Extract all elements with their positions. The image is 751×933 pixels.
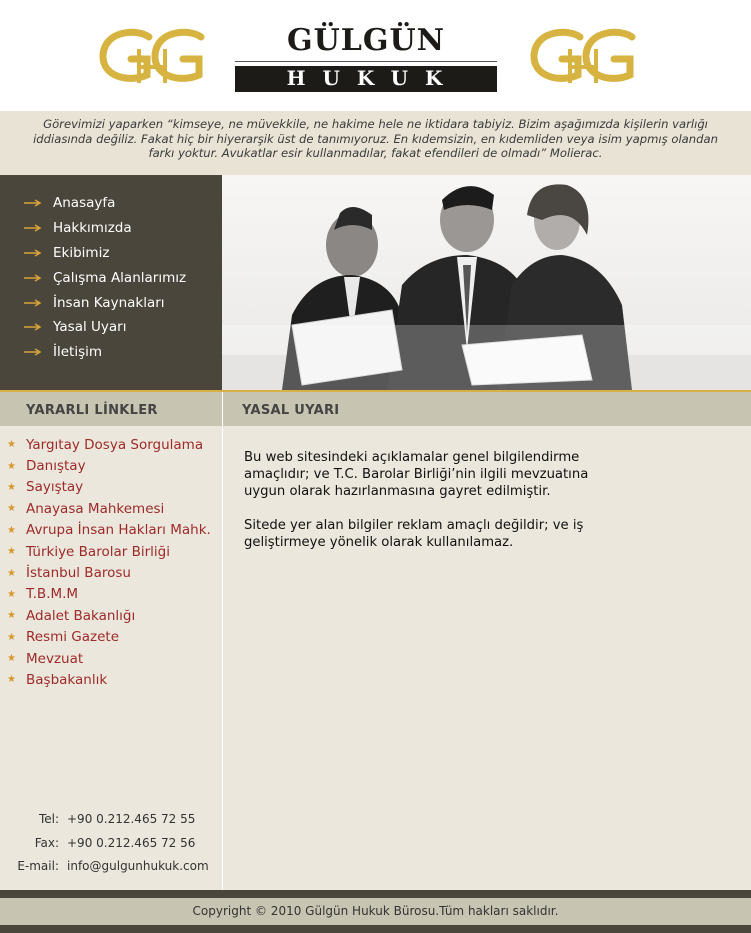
link-label: Adalet Bakanlığı xyxy=(26,607,136,624)
star-icon: ★ xyxy=(7,588,16,600)
link-anayasa-mahkemesi[interactable] xyxy=(0,498,222,519)
nav-item-hakkimizda[interactable] xyxy=(24,216,222,241)
link-label: Yargıtay Dosya Sorgulama xyxy=(26,436,204,453)
link-label: Sayıştay xyxy=(26,479,84,496)
page-title: YASAL UYARI xyxy=(223,392,751,426)
link-sayistay[interactable] xyxy=(0,477,222,498)
nav-item-label: İnsan Kaynakları xyxy=(53,294,165,311)
nav-item-yasal-uyari[interactable] xyxy=(24,315,222,340)
link-label: T.B.M.M xyxy=(26,586,79,603)
nav-item-label: Yasal Uyarı xyxy=(53,319,127,336)
star-icon: ★ xyxy=(7,546,16,558)
nav-item-label: Çalışma Alanlarımız xyxy=(53,269,187,286)
contact-info xyxy=(0,812,222,883)
nav-item-calisma-alanlarimiz[interactable] xyxy=(24,265,222,290)
star-icon: ★ xyxy=(7,503,16,515)
content-paragraph: Sitede yer alan bilgiler reklam amaçlı değildir; ve iş geliştirmeye yönelik olarak kullanılamaz. xyxy=(244,518,584,550)
link-adalet-bakanligi[interactable] xyxy=(0,605,222,626)
arrow-right-icon xyxy=(24,249,42,257)
star-icon: ★ xyxy=(7,524,16,536)
useful-links-title: YARARLI LİNKLER xyxy=(0,392,222,426)
footer-top-band xyxy=(0,890,751,898)
link-istanbul-barosu[interactable] xyxy=(0,562,222,583)
nav-item-insan-kaynaklari[interactable] xyxy=(24,290,222,315)
contact-fax-row xyxy=(0,836,222,860)
link-danistay[interactable] xyxy=(0,455,222,476)
useful-links-panel xyxy=(0,392,223,890)
link-resmi-gazete[interactable] xyxy=(0,627,222,648)
link-label: İstanbul Barosu xyxy=(26,565,131,582)
contact-tel-row xyxy=(0,812,222,836)
contact-fax-label: Fax: xyxy=(34,835,59,850)
link-label: Türkiye Barolar Birliği xyxy=(26,543,170,560)
link-mevzuat[interactable] xyxy=(0,648,222,669)
star-icon: ★ xyxy=(7,631,16,643)
star-icon: ★ xyxy=(7,460,16,472)
link-label: Mevzuat xyxy=(26,650,84,667)
star-icon: ★ xyxy=(7,567,16,579)
main-content xyxy=(223,392,751,890)
brand-logo[interactable] xyxy=(235,22,497,98)
link-label: Anayasa Mahkemesi xyxy=(26,500,165,517)
site-header xyxy=(0,0,751,111)
star-icon: ★ xyxy=(7,674,16,686)
brand-subtitle: HUKUK xyxy=(235,66,497,92)
arrow-right-icon xyxy=(24,323,42,331)
arrow-right-icon xyxy=(24,299,42,307)
star-icon: ★ xyxy=(7,653,16,665)
content-paragraph: Bu web sitesindeki açıklamalar genel bilgilendirme amaçlıdır; ve T.C. Barolar Birliği’nin ilgili mevzuatına uygun olarak hazırlanmasına gayret edilmiştir. xyxy=(244,450,589,499)
arrow-right-icon xyxy=(24,274,42,282)
arrow-right-icon xyxy=(24,199,42,207)
nav-item-anasayfa[interactable] xyxy=(24,191,222,216)
contact-tel-value: +90 0.212.465 72 55 xyxy=(67,812,196,826)
copyright-text: Copyright © 2010 Gülgün Hukuk Bürosu.Tüm hakları saklıdır. xyxy=(192,904,559,918)
contact-email-link[interactable]: info@gulgunhukuk.com xyxy=(67,859,209,873)
hero-image xyxy=(222,175,751,390)
link-label: Başbakanlık xyxy=(26,671,108,688)
star-icon: ★ xyxy=(7,481,16,493)
main-nav xyxy=(0,175,222,390)
link-aihm[interactable] xyxy=(0,520,222,541)
link-label: Danıştay xyxy=(26,458,86,475)
footer xyxy=(0,898,751,925)
link-label: Avrupa İnsan Hakları Mahk. xyxy=(26,522,211,539)
nav-item-label: Hakkımızda xyxy=(53,220,132,237)
nav-item-iletisim[interactable] xyxy=(24,340,222,365)
contact-tel-label: Tel: xyxy=(38,812,59,826)
nav-item-label: İletişim xyxy=(53,344,103,361)
brand-divider xyxy=(235,61,497,62)
link-yargitay[interactable] xyxy=(0,434,222,455)
star-icon: ★ xyxy=(7,439,16,451)
link-basbakanlik[interactable] xyxy=(0,669,222,690)
gg-logo-icon xyxy=(99,27,205,85)
quote-text: Görevimizi yaparken “kimseye, ne müvekkile, ne hakime hele ne iktidara tabiyiz. Bizim aşağımızda kişilerin varlığı iddiasında değiliz. Fakat hiç bir hiyerarşik üst de tanımıyoruz. En kıdemsizin, en kıdemliden veya isim yapmış olandan farkı yoktur. Avukatlar esir kullanmadılar, fakat efendileri de olmadı” Molierac. xyxy=(33,117,718,160)
contact-email-row xyxy=(0,859,222,883)
contact-fax-value: +90 0.212.465 72 56 xyxy=(67,835,196,850)
link-tbmm[interactable] xyxy=(0,584,222,605)
star-icon: ★ xyxy=(7,610,16,622)
quote-bar xyxy=(0,111,751,175)
nav-item-label: Ekibimiz xyxy=(53,244,110,261)
brand-title: GÜLGÜN xyxy=(286,23,446,58)
nav-item-label: Anasayfa xyxy=(53,195,116,212)
link-label: Resmi Gazete xyxy=(26,629,120,646)
arrow-right-icon xyxy=(24,348,42,356)
nav-item-ekibimiz[interactable] xyxy=(24,241,222,266)
footer-bottom-band xyxy=(0,925,751,933)
content-body xyxy=(223,426,614,551)
business-people-illustration xyxy=(222,175,751,390)
arrow-right-icon xyxy=(24,224,42,232)
contact-email-label: E-mail: xyxy=(17,859,59,873)
gg-logo-icon xyxy=(530,27,636,85)
link-tbb[interactable] xyxy=(0,541,222,562)
